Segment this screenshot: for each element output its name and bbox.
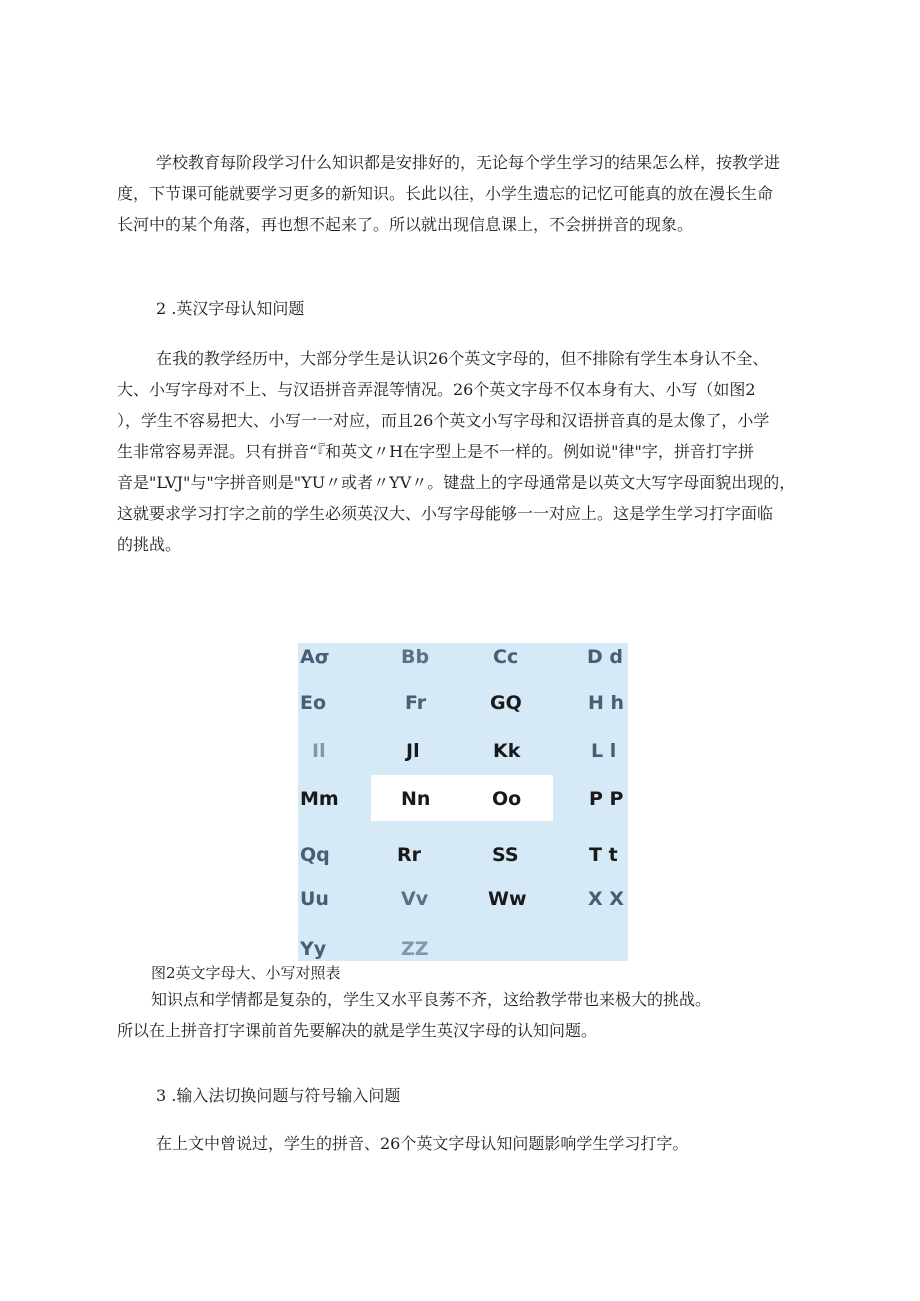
letter-cell: Mm: [300, 788, 339, 810]
letter-cell: L l: [591, 740, 617, 762]
letter-cell: Eo: [300, 692, 327, 714]
paragraph-line: ），学生不容易把大、小写一一对应，而且26个英文小写字母和汉语拼音真的是太像了，小学: [117, 411, 770, 430]
letter-cell: Oo: [492, 788, 522, 810]
letter-cell: Cc: [493, 646, 519, 668]
letter-cell: Rr: [397, 844, 422, 866]
letter-cell: ZZ: [401, 938, 429, 960]
paragraph-line: 在上文中曾说过，学生的拼音、26个英文字母认知问题影响学生学习打字。: [156, 1134, 689, 1153]
figure-caption: 图2英文字母大、小写对照表: [151, 964, 341, 982]
letter-cell: Vv: [401, 888, 429, 910]
paragraph-line: 长河中的某个角落，再也想不起来了。所以就出现信息课上，不会拼拼音的现象。: [117, 215, 694, 234]
paragraph-line: 学校教育每阶段学习什么知识都是安排好的，无论每个学生学习的结果怎么样，按教学进: [156, 153, 781, 172]
paragraph-line: 生非常容易弄混。只有拼音“『和英文〃H在字型上是不一样的。例如说"律"字，拼音打字拼: [117, 442, 754, 461]
letter-cell: Jl: [406, 740, 420, 762]
paragraph-line: 度，下节课可能就要学习更多的新知识。长此以往，小学生遗忘的记忆可能真的放在漫长生命: [117, 184, 774, 203]
paragraph-line: 所以在上拼音打字课前首先要解决的就是学生英汉字母的认知问题。: [117, 1021, 598, 1040]
paragraph-line: 这就要求学习打字之前的学生必须英汉大、小写字母能够一一对应上。这是学生学习打字面临: [117, 504, 774, 523]
letter-cell: P P: [589, 788, 624, 810]
letter-cell: Ww: [488, 888, 527, 910]
letter-cell: Kk: [493, 740, 521, 762]
letter-cell: Aσ: [300, 646, 330, 668]
letter-cell: X X: [588, 888, 624, 910]
letter-cell: Il: [312, 740, 326, 762]
paragraph-3: [117, 984, 827, 1046]
paragraph-4: [117, 1128, 827, 1159]
letter-cell: Yy: [300, 938, 327, 960]
section-heading-3: 3 .输入法切换问题与符号输入问题: [156, 1086, 401, 1105]
section-heading-2: 2 .英汉字母认知问题: [156, 299, 305, 318]
letter-cell: GQ: [490, 692, 522, 714]
alphabet-figure: [298, 643, 628, 961]
paragraph-line: 的挑战。: [117, 535, 182, 554]
paragraph-line: 音是"LVJ"与"字拼音则是"YU〃或者〃YV〃。键盘上的字母通常是以英文大写字母面貌出现的，: [117, 473, 796, 492]
highlight-box: [371, 775, 553, 821]
letter-cell: Nn: [401, 788, 431, 810]
paragraph-line: 大、小写字母对不上、与汉语拼音弄混等情况。26个英文字母不仅本身有大、小写（如图2: [117, 380, 756, 399]
letter-cell: Bb: [401, 646, 430, 668]
letter-cell: H h: [588, 692, 625, 714]
paragraph-line: 在我的教学经历中，大部分学生是认识26个英文字母的，但不排除有学生本身认不全、: [156, 349, 769, 368]
letter-cell: D d: [587, 646, 623, 668]
paragraph-2: [117, 343, 827, 560]
letter-cell: T t: [589, 844, 618, 866]
paragraph-line: 知识点和学情都是复杂的，学生又水平良莠不齐，这给教学带也来极大的挑战。: [151, 990, 712, 1009]
paragraph-1: [117, 147, 827, 240]
letter-cell: Qq: [300, 844, 330, 866]
letter-cell: Fr: [405, 692, 427, 714]
letter-cell: SS: [492, 844, 519, 866]
letter-cell: Uu: [300, 888, 329, 910]
